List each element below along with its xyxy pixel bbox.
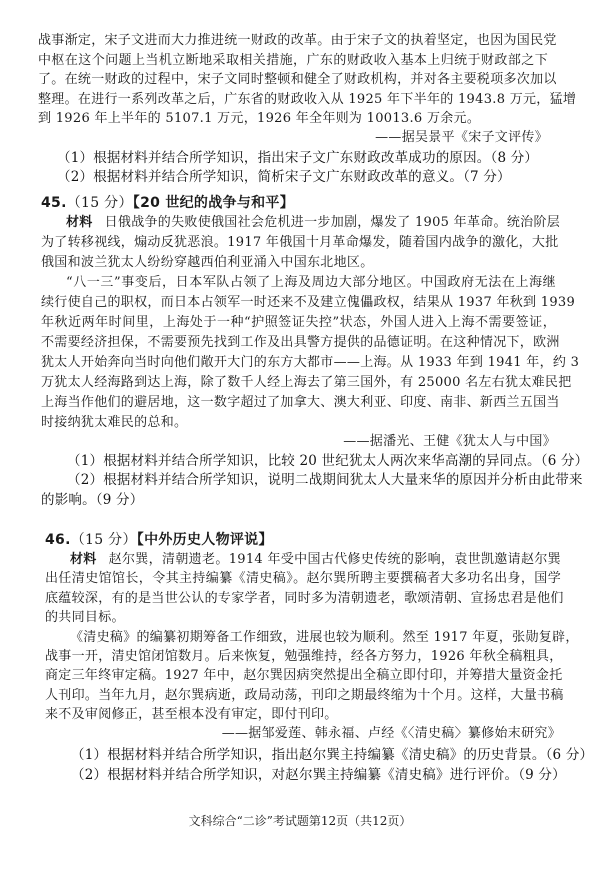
material-label: 材料 (70, 552, 97, 567)
sub-question-2: （2）根据材料并结合所学知识，简析宋子文广东财政改革的意义。（7 分） (57, 169, 511, 185)
material-line: 上海当作他们的避居地，这一数字超过了加拿大、澳大利亚、印度、南非、新西兰五国当 (41, 395, 560, 410)
material-line: 整理。在进行一系列改革之后，广东省的财政收入从 1925 年下半年的 1943.8 万元，猛增 (38, 91, 577, 107)
material-line: 中枢在这个问题上当机立断地采取相关措施，广东的财政收入基本上归统于财政部之下 (38, 52, 548, 68)
material-line: 为了转移视线，煽动反犹恶浪。1917 年俄国十月革命爆发，随着国内战争的激化，大批 (41, 235, 559, 250)
material-line: 不需要经济担保，不需要预先找到工作及出具警方提供的品德证明。在这种情况下，欧洲 (41, 335, 560, 350)
material-line: 《清史稿》的编纂初期筹备工作细致，进展也较为顺利。然至 1917 年夏，张勋复辟， (70, 629, 579, 645)
material-line: 战事渐定，宋子文进而大力推进统一财政的改革。由于宋子文的执着坚定，也因为国民党 (38, 33, 557, 48)
sub-question-2: （2）根据材料并结合所学知识，说明二战期间犹太人大量来华的原因并分析由此带来 (67, 472, 583, 488)
material-line: 底蕴较深，有的是当世公认的专家学者，同时多为清朝遗老，歌颂清朝、宣扬忠君是他们 (45, 590, 564, 606)
material-line: 到 1926 年上半年的 5107.1 万元，1926 年全年则为 10013.6 万余元。 (38, 111, 481, 126)
question-number: 45. (41, 195, 67, 211)
sub-question-2: （2）根据材料并结合所学知识，对赵尔巽主持编纂《清史稿》进行评价。（9 分） (71, 767, 566, 783)
material-line: 赵尔巽，清朝遗老。1914 年受中国古代修史传统的影响，袁世凯邀请赵尔巽 (108, 552, 561, 567)
material-line: 了。在统一财政的过程中，宋子文同时整顿和健全了财政机构，并对各主要税项多次加以 (38, 72, 557, 87)
sub-question-2-continued: 的影响。（9 分） (41, 492, 144, 508)
sub-question-1: （1）根据材料并结合所学知识，指出宋子文广东财政改革成功的原因。（8 分） (57, 150, 539, 166)
material-source: ——据邹爱莲、韩永福、卢经《〈清史稿〉纂修始末研究》 (221, 726, 561, 741)
question-number: 46. (45, 532, 71, 548)
material-line: 战事一开，清史馆闭馆数月。后来恢复，勉强维持，经各方努力，1926 年秋全稿粗具， (45, 649, 563, 664)
question-title (45, 530, 561, 550)
material-label: 材料 (66, 215, 93, 230)
material-first-line (70, 550, 561, 570)
material-first-line (66, 213, 561, 233)
question-title (41, 193, 556, 213)
material-source: ——据吴景平《宋子文评传》 (375, 130, 548, 145)
question-topic: 【20 世纪的战争与和平】 (132, 195, 295, 211)
material-line: 时接纳犹太难民的总和。 (41, 415, 188, 430)
material-line: 日俄战争的失败使俄国社会危机进一步加剧，爆发了 1905 年革命。统治阶层 (104, 215, 561, 230)
material-line: 年秋近两年时间里，上海处于一种“护照签证失控”状态，外国人进入上海不需要签证， (41, 315, 556, 330)
material-line: 的共同目标。 (45, 610, 125, 626)
material-line: “八一三”事变后，日本军队占领了上海及周边大部分地区。中国政府无法在上海继 (66, 275, 556, 290)
material-source: ——据潘光、王健《犹太人与中国》 (343, 434, 556, 449)
material-line: 商定三年终审定稿。1927 年中，赵尔巽因病突然提出全稿立即付印，并筹措大量资金托 (45, 668, 563, 684)
material-line: 俄国和波兰犹太人纷纷穿越西伯利亚涌入中国东北地区。 (41, 255, 374, 270)
question-score: （15 分） (66, 195, 133, 211)
sub-question-1: （1）根据材料并结合所学知识，比较 20 世纪犹太人两次来华高潮的异同点。（6 分） (67, 453, 589, 469)
material-line: 人刊印。当年九月，赵尔巽病逝，政局动荡，刊印之期最终缩为十个月。这样，大量书稿 (45, 687, 564, 703)
question-score: （15 分） (70, 532, 137, 548)
material-line: 犹太人开始奔向当时向他们敞开大门的东方大都市——上海。从 1933 年到 1941 年，约 3 (41, 355, 580, 370)
material-line: 来不及审阅修正，甚至根本没有审定，即付刊印。 (45, 707, 338, 723)
page-footer: 文科综合“二诊”考试题第12页（共12页） (188, 814, 412, 828)
material-line: 万犹太人经海路到达上海，除了数千人经上海去了第三国外，有 25000 名左右犹太难民把 (41, 375, 572, 390)
sub-question-1: （1）根据材料并结合所学知识，指出赵尔巽主持编纂《清史稿》的历史背景。（6 分） (71, 747, 594, 763)
material-line: 出任清史馆馆长，令其主持编纂《清史稿》。赵尔巽所聘主要撰稿者大多功名出身，国学 (45, 571, 561, 587)
question-topic: 【中外历史人物评说】 (136, 532, 273, 548)
material-line: 续行使自己的职权，而日本占领军一时还来不及建立傀儡政权，结果从 1937 年秋到 1939 (41, 295, 576, 310)
